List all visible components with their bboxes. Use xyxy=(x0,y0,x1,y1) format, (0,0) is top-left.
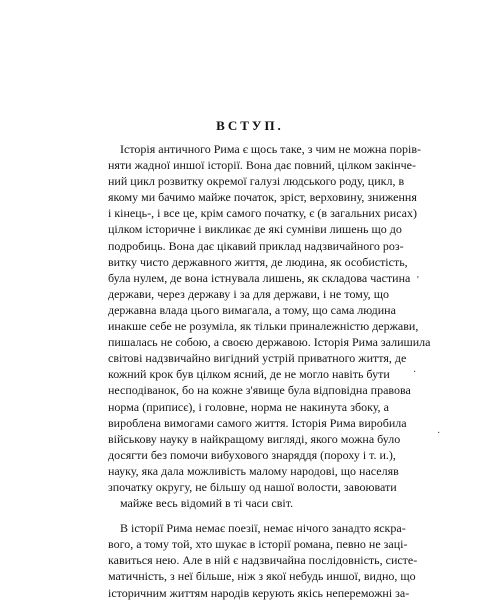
paragraph-2 xyxy=(108,520,418,600)
text-line: якому ми бачимо майже початок, зріст, верховину, зниження xyxy=(108,190,417,205)
text-line: військову науку в найкращому вигляді, якого можна було xyxy=(108,431,401,446)
margin-mark: ' xyxy=(417,275,419,286)
text-line: няти жадної иншої історії. Вона дає повний, цілком закінче- xyxy=(108,158,416,173)
text-line: майже весь відомий в ті часи світ. xyxy=(120,496,294,511)
paragraph-1 xyxy=(108,141,431,511)
text-line: норма (приписє), і головне, норма не накинута збоку, а xyxy=(108,399,389,414)
text-line: вироблена вимогами самого життя. Історія Рима виробила xyxy=(108,415,407,430)
text-line: Історія античного Рима є щось таке, з чим не можна порів- xyxy=(120,142,422,156)
paragraph-gap xyxy=(108,511,389,520)
text-line: науку, яка дала можливість малому народові, що населяв xyxy=(108,463,399,478)
text-line: була нулем, де вона істнувала лишень, як складова частина xyxy=(108,270,411,285)
text-line: кавиться нею. Але в ній є надзвичайна послідовність, систе- xyxy=(108,553,418,568)
text-line: і кінець-, і все це, крім самого початку, є (в загальних рисах) xyxy=(108,206,418,221)
text-line: кожний крок був цілком ясний, де не могло навіть бути xyxy=(108,367,390,382)
text-line: держави, через державу і за для держави, і не тому, що xyxy=(108,286,389,301)
text-line: світові надзвичайно вигідний устрій приватного життя, де xyxy=(108,351,407,366)
text-line: вого, а тому той, хто шукає в історії романа, певно не заці- xyxy=(108,537,408,552)
text-line: несподіванок, бо на кожне з'явище була відповідна правова xyxy=(108,383,411,398)
margin-mark: · xyxy=(413,367,417,378)
text-line: витку чисто державного життя, де людина, як особистість, xyxy=(108,254,408,269)
text-line: історичним життям народів керують якісь непереможні за- xyxy=(108,585,410,600)
text-line: зпочатку округу, не більшу од нашої волости, завоювати xyxy=(108,479,397,494)
text-line: В історії Рима немає поезії, немає нічого занадто яскра- xyxy=(120,521,406,536)
text-line: инакше себе не розуміла, як тільки приналежністю держави, xyxy=(108,319,419,334)
text-line: цілком історичне і викликає де які сумніви лишень що до xyxy=(108,222,402,237)
margin-mark: · xyxy=(437,428,441,439)
body-text xyxy=(108,141,431,601)
chapter-heading: ВСТУП. xyxy=(216,118,284,133)
text-line: державна влада цього вимагала, а тому, що сама людина xyxy=(108,302,396,317)
text-line: ний цикл розвитку окремої галузі людського роду, цикл, в xyxy=(108,174,405,189)
text-line: подробиць. Вона дає цікавий приклад надзвичайного роз- xyxy=(108,238,404,253)
text-line: пишалась не собою, а своєю державою. Історія Рима залишила xyxy=(108,335,431,350)
text-line: досягти без помочи вибухового знаряддя (пороху і т. и.), xyxy=(108,447,396,462)
text-line: матичність, з неї більше, ніж з якої небудь иншої, видно, що xyxy=(108,569,416,584)
